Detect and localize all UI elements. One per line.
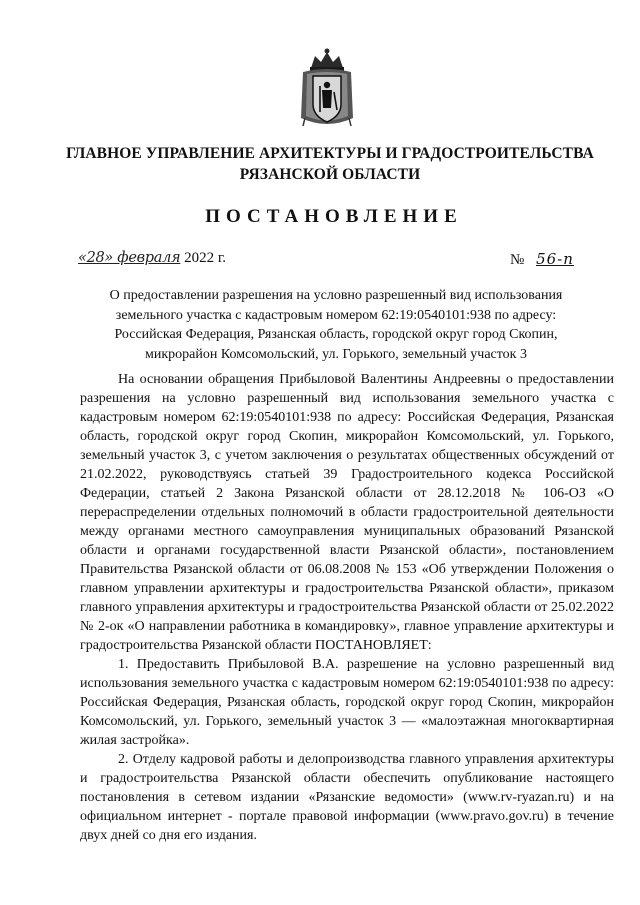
document-type-title: ПОСТАНОВЛЕНИЕ bbox=[205, 206, 463, 227]
number-sign: № bbox=[510, 252, 525, 268]
date-year: 2022 г. bbox=[184, 250, 227, 266]
clause-2-paragraph: 2. Отделу кадровой работы и делопроизводства главного управления архитектуры и градостроительства Рязанской области обеспечить опубликование настоящего постановления в сетевом издании «Рязанские ведомости» (www.rv-ryazan.ru) и на официальном интернет - портале правовой информации (www.pravo.gov.ru) в течение двух дней со дня его издания. bbox=[80, 752, 614, 843]
handwritten-number: 56-п bbox=[536, 250, 574, 268]
preamble-paragraph: На основании обращения Прибыловой Валентины Андреевны о предоставлении разрешения на условно разрешенный вид использования земельного участка с кадастровым номером 62:19:0540101:938 по адресу: Российская Федерация, Рязанская область, городской округ город Скопин, микрорайон Комсомольский, ул. Горького, земельный участок 3, с учетом заключения о результатах общественных обсуждений от 21.02.2022, руководствуясь статьей 39 Градостроительного кодекса Российской Федерации, статьей 2 Закона Рязанской области от 28.12.2018 № 106-ОЗ «О перераспределении отдельных полномочий в области градостроительной деятельности между органами местного самоуправления муниципальных образований Рязанской области и органами государственной власти Рязанской области», постановлением Правительства Рязанской области от 06.08.2008 № 153 «Об утверждении Положения о главном управлении архитектуры и градостроительства Рязанской области», приказом главного управления архитектуры и градостроительства Рязанской области от 25.02.2022 № 2-ок «О направлении работника в командировку», главное управление архитектуры и градостроительства Рязанской области ПОСТАНОВЛЯЕТ: bbox=[80, 372, 614, 653]
subject-line: земельного участка с кадастровым номером 62:19:0540101:938 по адресу: bbox=[115, 307, 557, 323]
authority-line-2: РЯЗАНСКОЙ ОБЛАСТИ bbox=[239, 166, 421, 183]
document-date bbox=[78, 250, 226, 270]
subject-line: микрорайон Комсомольский, ул. Горького, земельный участок 3 bbox=[145, 346, 527, 362]
document-subject bbox=[86, 286, 586, 364]
clause-1-paragraph: 1. Предоставить Прибыловой В.А. разрешение на условно разрешенный вид использования земельного участка с кадастровым номером 62:19:0540101:938 по адресу: Российская Федерация, Рязанская область, городской округ город Скопин, микрорайон Комсомольский, ул. Горького, земельный участок 3 — «малоэтажная многоквартирная жилая застройка». bbox=[80, 657, 614, 748]
issuing-authority bbox=[60, 143, 600, 185]
document-number bbox=[510, 250, 574, 269]
subject-line: О предоставлении разрешения на условно разрешенный вид использования bbox=[109, 288, 563, 303]
subject-line: Российская Федерация, Рязанская область, городской округ город Скопин, bbox=[114, 327, 558, 342]
handwritten-date: «28» февраля bbox=[78, 250, 181, 266]
document-body bbox=[80, 370, 614, 845]
ryazan-coat-of-arms-icon bbox=[297, 46, 357, 132]
authority-line-1: ГЛАВНОЕ УПРАВЛЕНИЕ АРХИТЕКТУРЫ И ГРАДОСТРОИТЕЛЬСТВА bbox=[66, 145, 594, 162]
